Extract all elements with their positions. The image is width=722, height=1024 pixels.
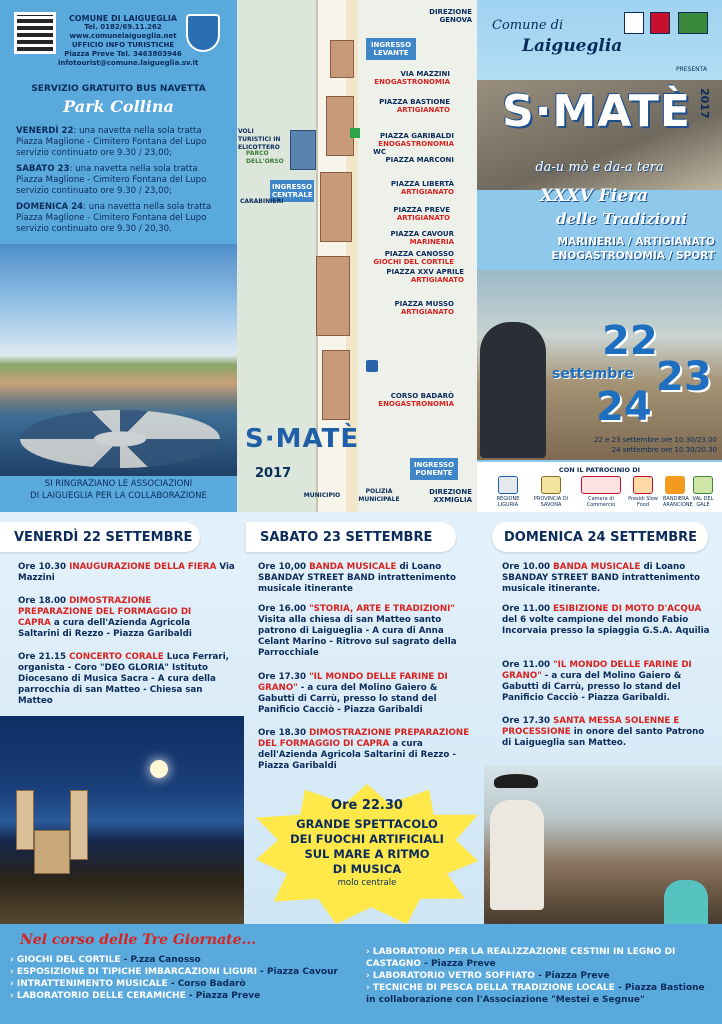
day-header-saturday: SABATO 23 SETTEMBRE (246, 522, 456, 552)
qr-code[interactable] (14, 12, 56, 54)
fireworks-line2: DEI FUOCHI ARTIFICIALI (290, 832, 444, 846)
wc-icon: WC (373, 148, 386, 156)
fireworks-announcement (256, 796, 478, 889)
pharmacy-icon (350, 128, 360, 138)
poster-categories-2: ENOGASTRONOMIA / SPORT (551, 250, 715, 262)
accessibility-icon (366, 360, 378, 372)
sponsor-camera: Camera di Commercio (577, 476, 625, 508)
event-sunday-2: Ore 11.00 ESIBIZIONE DI MOTO D'ACQUA del 6 volte campione del mondo Fabio Incorvaia presso la spiaggia G.S.A. Aquilia (502, 604, 710, 636)
fireworks-line4: DI MUSICA (332, 862, 402, 876)
event-saturday-2: Ore 16.00 "STORIA, ARTE E TRADIZIONI" Visita alla chiesa di san Matteo santo patrono di Laigueglia - A cura di Anna Celant Marino - Ritrovo sul sagrato della Parrocchiale (258, 604, 457, 658)
map-pin-piazza-musso[interactable]: PIAZZA MUSSO ARTIGIANATO (394, 300, 454, 316)
map-pin-piazza-garibaldi[interactable]: PIAZZA GARIBALDI ENOGASTRONOMIA (378, 132, 454, 148)
map-building (326, 96, 354, 156)
event-sunday-3: Ore 11.00 "IL MONDO DELLE FARINE DI GRANO" - a cura del Molino Gaiero & Gabutti di Carrù, presso lo stand del Panificio Cacciò - Piazza Garibaldi. (502, 660, 692, 703)
three-days-right (366, 946, 716, 1006)
event-saturday-1: Ore 10,00 BANDA MUSICALE di Loano SBANDAY STREET BAND intrattenimento musicale itinerante (258, 562, 456, 594)
patronage-bar (477, 462, 722, 512)
sponsor-provincia: PROVINCIA DI SAVONA (533, 476, 569, 508)
phone: Tel. 0182/69.11.262 (84, 23, 162, 31)
event-friday-1: Ore 10.30 INAUGURAZIONE DELLA FIERA Via Mazzini (18, 562, 235, 583)
date-24: 24 (596, 384, 652, 430)
poster-tradizioni: delle Tradizioni (556, 210, 687, 228)
comune-crest-icon (186, 14, 220, 52)
date-month: settembre (552, 366, 634, 382)
day-header-friday: VENERDÌ 22 SETTEMBRE (0, 522, 200, 552)
contact-block (58, 14, 199, 68)
event-friday-2: Ore 18.00 DIMOSTRAZIONE PREPARAZIONE DEL FORMAGGIO DI CAPRA a cura dell'Azienda Agricola Saltarini di Rezzo - Piazza Garibaldi (18, 596, 192, 639)
three-days-item: › LABORATORIO PER LA REALIZZAZIONE CESTINI IN LEGNO DI CASTAGNO - Piazza Preve (366, 947, 676, 969)
three-days-item: › ESPOSIZIONE DI TIPICHE IMBARCAZIONI LIGURI - Piazza Cavour (10, 967, 338, 977)
map-logo-title: S·MATÈ (245, 424, 360, 454)
map-pin-via-mazzini[interactable]: VIA MAZZINI ENOGASTRONOMIA (374, 70, 450, 86)
voli-elicottero-label: VOLI TURISTICI IN ELICOTTERO (238, 128, 281, 151)
hours-24: 24 settembre ore 10.30/20.30 (611, 446, 717, 454)
thanks-note: SI RINGRAZIANO LE ASSOCIAZIONI DI LAIGUEGLIA PER LA COLLABORAZIONE (30, 479, 207, 501)
fireworks-time: Ore 22.30 (331, 798, 403, 813)
sponsor-valdelgale: VAL DEL GALE (689, 476, 717, 508)
map-pin-piazza-preve[interactable]: PIAZZA PREVE ARTIGIANATO (393, 206, 450, 222)
map-pin-piazza-marconi[interactable]: PIAZZA MARCONI (385, 156, 454, 164)
direction-xxmiglia: DIREZIONE XXMIGLIA (429, 488, 472, 504)
poster-year: 2017 (698, 88, 711, 119)
shuttle-name: Park Collina (63, 97, 174, 116)
sponsor-bandiera: BANDIERA ARANCIONE (663, 476, 687, 508)
event-friday-3: Ore 21.15 CONCERTO CORALE Luca Ferrari, organista - Coro "DEO GLORIA" Istituto Diocesano di Musica Sacra - A cura della parrocchia di san Matteo - Chiesa san Matteo (18, 652, 229, 706)
fireworks-line1: GRANDE SPETTACOLO (296, 817, 438, 831)
poster-dialect: da-u mò e da-a tera (535, 160, 664, 175)
night-church-photo (0, 716, 244, 926)
hat-figure (494, 774, 538, 788)
office-name: UFFICIO INFO TURISTICHE (71, 41, 175, 49)
carabinieri-label: CARABINIERI (240, 198, 284, 205)
ingresso-levante-sign: INGRESSO LEVANTE (366, 38, 416, 60)
bell-tower-left (16, 790, 34, 850)
shuttle-item-saturday: SABATO 23: una navetta nella sola tratta Piazza Maglione - Cimitero Fontana del Lupo servizio continuato ore 9.30 / 23,00; (16, 164, 207, 196)
polizia-label: POLIZIA MUNICIPALE (358, 488, 400, 503)
comune-name: COMUNE DI LAIGUEGLIA (68, 14, 178, 23)
three-days-title: Nel corso delle Tre Giornate... (20, 932, 257, 948)
three-days-item: › TECNICHE DI PESCA DELLA TRADIZIONE LOCALE - Piazza Bastione in collaborazione con l'Associazione "Mestei e Segnue" (366, 983, 705, 1005)
three-days-item: › LABORATORIO VETRO SOFFIATO - Piazza Preve (366, 971, 610, 981)
office-address: Piazza Preve Tel. 3463803946 (64, 50, 182, 58)
shuttle-item-sunday: DOMENICA 24: una navetta nella sola tratta Piazza Maglione - Cimitero Fontana del Lupo servizio continuato ore 9.30 / 20,30. (16, 202, 212, 234)
three-days-item: › INTRATTENIMENTO MUSICALE - Corso Badarò (10, 979, 246, 989)
poster-fiera: XXXV Fiera (540, 186, 648, 206)
villages-logo-icon (678, 12, 708, 34)
hours-22-23: 22 e 23 settembre ore 10.30/23.00 (593, 436, 717, 444)
craftsman-figure (490, 800, 544, 910)
event-saturday-3: Ore 17.30 "IL MONDO DELLE FARINE DI GRANO" - a cura del Molino Gaiero & Gabutti di Carrù, presso lo stand del Panificio Cacciò - Piazza Garibaldi (258, 672, 448, 715)
poster-title: S·MATÈ (502, 86, 691, 137)
fireworks-line3: SUL MARE A RITMO (304, 847, 430, 861)
day-header-sunday: DOMENICA 24 SETTEMBRE (492, 522, 708, 552)
comune-crest-icon (624, 12, 644, 34)
fireworks-place: molo centrale (337, 878, 397, 888)
map-pin-piazza-xxv-aprile[interactable]: PIAZZA XXV APRILE ARTIGIANATO (386, 268, 464, 284)
map-pin-piazza-bastione[interactable]: PIAZZA BASTIONE ARTIGIANATO (379, 98, 450, 114)
website-link[interactable]: www.comunelaigueglia.net (69, 32, 177, 40)
municipio-label: MUNICIPIO (303, 492, 341, 499)
direction-genova: DIREZIONE GENOVA (429, 8, 472, 24)
moon (150, 760, 168, 778)
three-days-item: › LABORATORIO DELLE CERAMICHE - Piazza Preve (10, 991, 261, 1001)
parco-orso-label: PARCO DELL'ORSO (246, 150, 284, 165)
poster-comune-di: Comune di (492, 18, 564, 33)
sponsor-regione: REGIONE LIGURIA (491, 476, 525, 508)
map-building (330, 40, 354, 78)
map-pin-corso-badaro[interactable]: CORSO BADARÒ ENOGASTRONOMIA (378, 392, 454, 408)
borghi-logo-icon (650, 12, 670, 34)
three-days-item: › GIOCHI DEL CORTILE - P.zza Canosso (10, 955, 201, 965)
poster-laigueglia: Laigueglia (522, 36, 623, 56)
three-days-left (10, 954, 370, 1002)
fisherman-figure (480, 322, 546, 458)
event-sunday-1: Ore 10.00 BANDA MUSICALE di Loano SBANDAY STREET BAND intrattenimento musicale itinerante. (502, 562, 700, 594)
date-22: 22 (602, 318, 658, 364)
poster-presenta: PRESENTA (676, 66, 707, 73)
map-pin-piazza-cavour[interactable]: PIAZZA CAVOUR MARINERIA (390, 230, 454, 246)
patronage-title: CON IL PATROCINIO DI (558, 466, 641, 474)
event-saturday-4: Ore 18.30 DIMOSTRAZIONE PREPARAZIONE DEL FORMAGGIO DI CAPRA a cura dell'Azienda Agricola Saltarini di Rezzo - Piazza Garibaldi (258, 728, 470, 771)
map-logo-year: 2017 (255, 466, 292, 481)
map-building (320, 172, 352, 242)
email-link[interactable]: infotourist@comune.laigueglia.sv.it (58, 59, 199, 67)
compass-rose-icon (20, 410, 220, 468)
map-church (290, 130, 316, 170)
sponsor-slowfood: Presidi Slow Food (627, 476, 659, 508)
church-facade (34, 830, 70, 874)
ingresso-centrale-sign: INGRESSO CENTRALE (270, 180, 314, 202)
event-sunday-4: Ore 17.30 SANTA MESSA SOLENNE E PROCESSIONE in onore del santo Patrono di Laigueglia san Matteo. (502, 716, 705, 748)
map-building (316, 256, 350, 336)
shuttle-title: SERVIZIO GRATUITO BUS NAVETTA (31, 84, 206, 94)
map-pin-piazza-canosso[interactable]: PIAZZA CANOSSO GIOCHI DEL CORTILE (373, 250, 454, 266)
ingresso-ponente-sign: INGRESSO PONENTE (410, 458, 458, 480)
bell-tower-right (70, 790, 88, 860)
map-pin-piazza-liberta[interactable]: PIAZZA LIBERTÀ ARTIGIANATO (390, 180, 454, 196)
date-23: 23 (656, 354, 712, 400)
poster-categories-1: MARINERIA / ARTIGIANATO (557, 236, 715, 248)
map-building (322, 350, 350, 420)
shuttle-item-friday: VENERDÌ 22: una navetta nella sola tratta Piazza Maglione - Cimitero Fontana del Lupo servizio continuato ore 9.30 / 23,00; (16, 126, 207, 158)
